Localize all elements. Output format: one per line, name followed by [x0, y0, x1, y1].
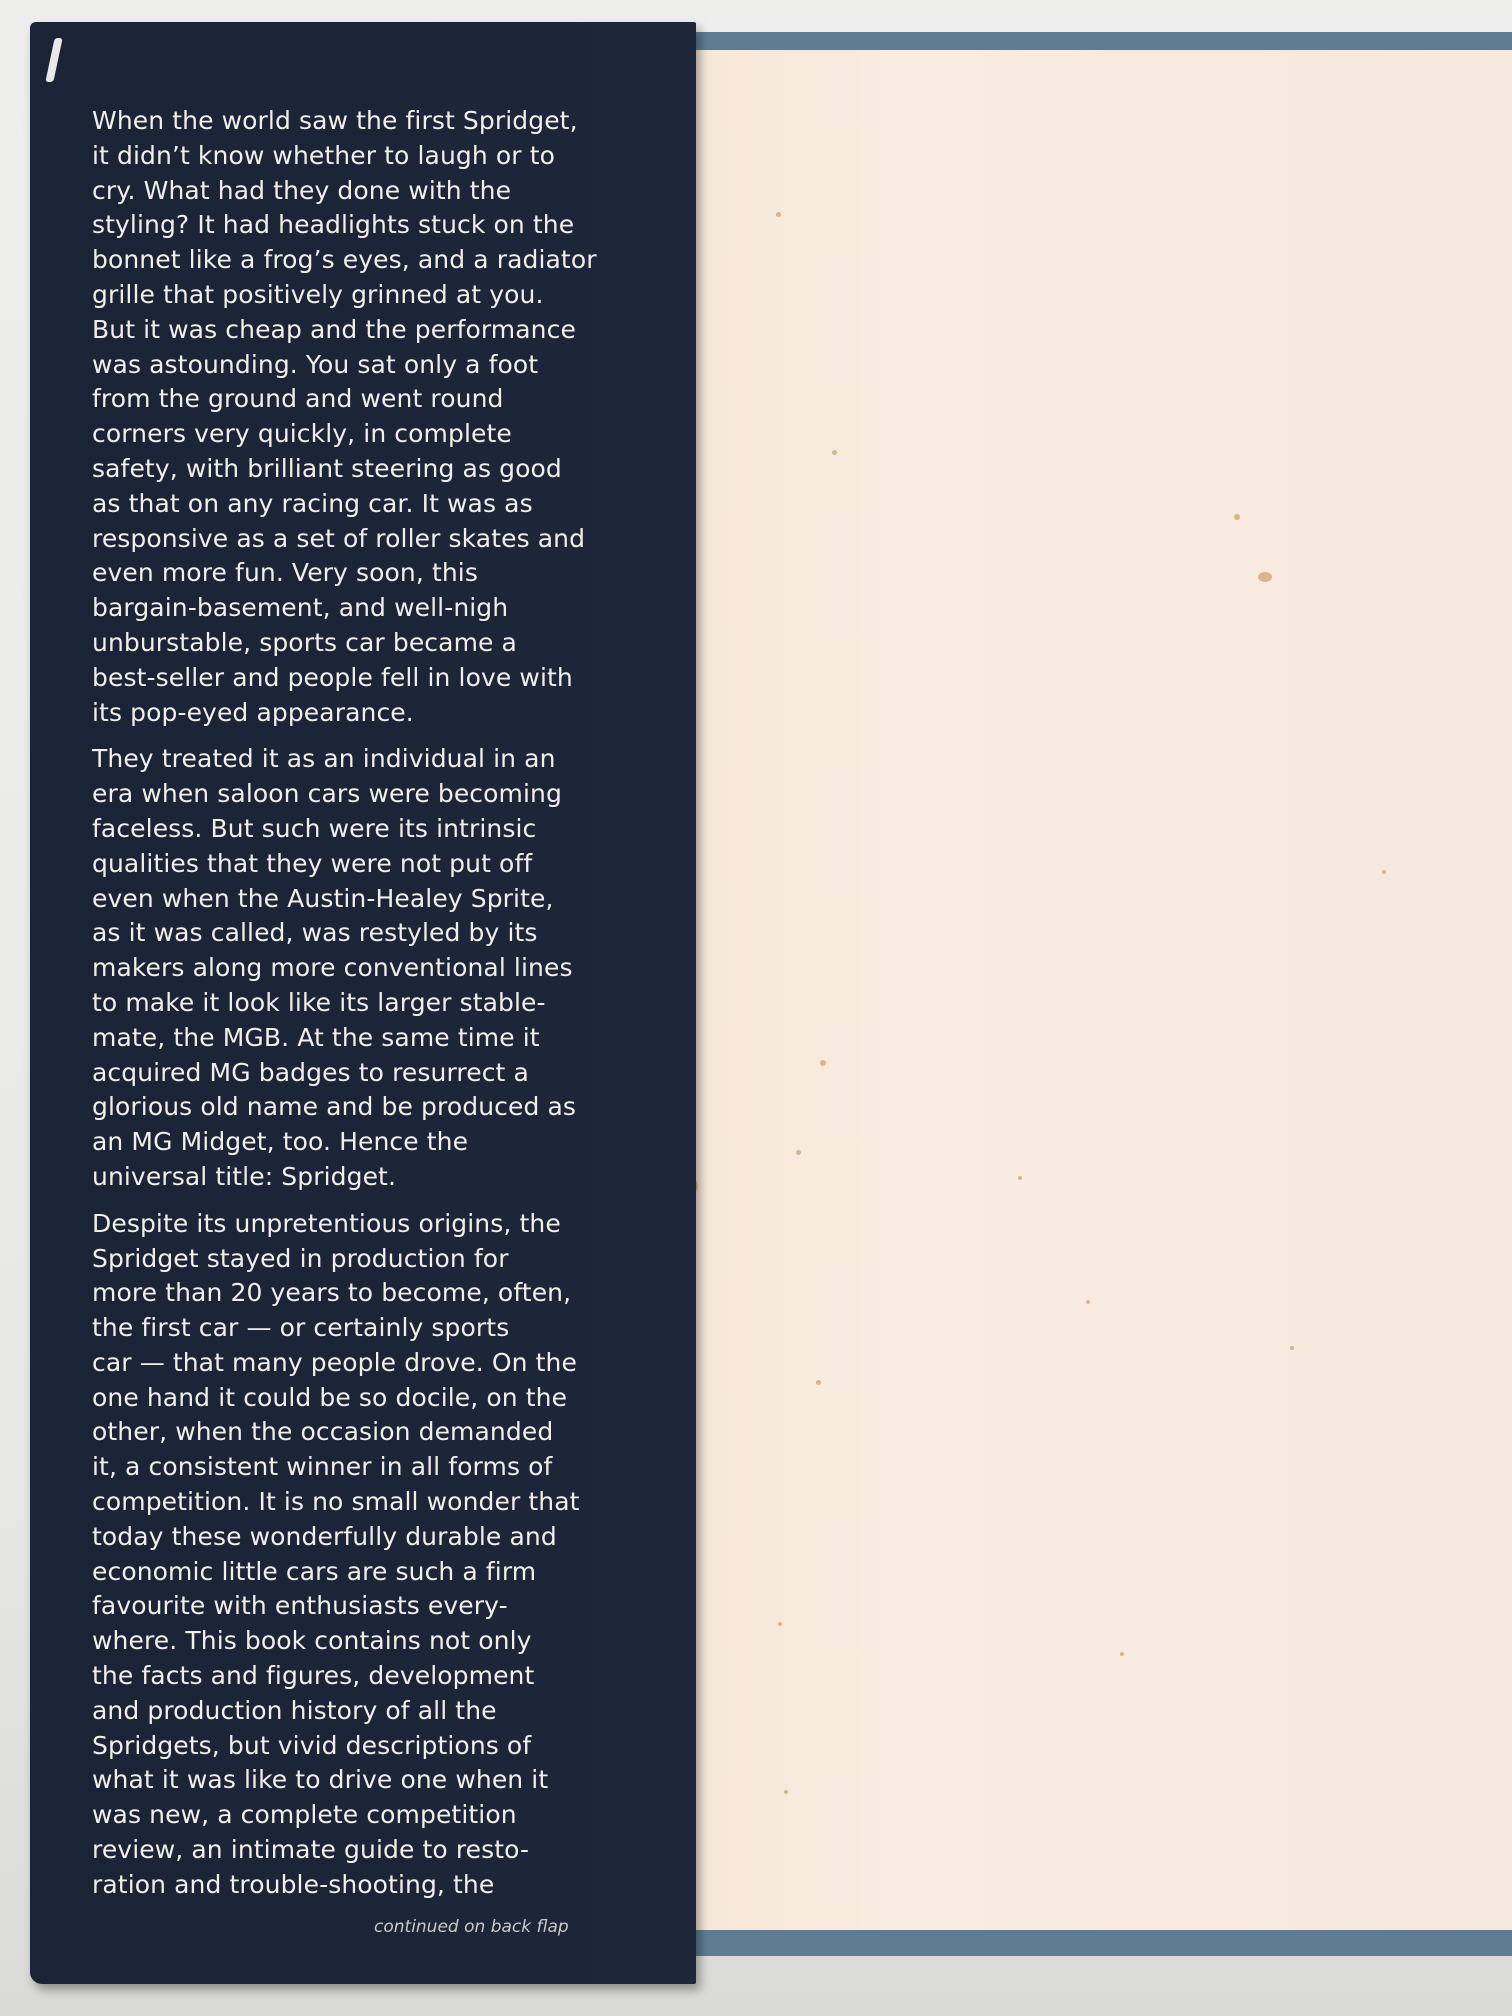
blurb-paragraph-1: When the world saw the first Spridget, it didn’t know whether to laugh or to cry. What had they done with the styling? It had headlights stuck on the bonnet like a frog’s eyes, and a radiator grille that positively grinned at you. But it was cheap and the performance was astounding. You sat only a foot from the ground and went round corners very quickly, in complete safety, with brilliant steering as good as that on any racing car. It was as responsive as a set of roller skates and even more fun. Very soon, this bargain-basement, and well-nigh unburstable, sports car became a best-seller and people fell in love with its pop-eyed appearance. — [92, 106, 597, 727]
endpaper — [690, 50, 1512, 1930]
foxing-spot — [1086, 1300, 1090, 1304]
flap-blurb — [92, 104, 652, 1915]
foxing-spot — [1258, 572, 1272, 582]
foxing-spot — [1382, 870, 1386, 874]
foxing-spot — [778, 1622, 782, 1626]
blurb-paragraph-2: They treated it as an individual in an era when saloon cars were becoming faceless. But such were its intrinsic qualities that they were not put off even when the Austin-Healey Sprite, as it was called, was restyled by its makers along more conventional lines to make it look like its larger stable- mate, the MGB. At the same time it acquired MG badges to resurrect a glorious old name and be produced as an MG Midget, too. Hence the universal title: Spridget. — [92, 744, 577, 1191]
foxing-spot — [796, 1150, 801, 1155]
dust-jacket-flap — [30, 22, 696, 1984]
foxing-spot — [1018, 1176, 1022, 1180]
foxing-spot — [1234, 514, 1240, 520]
continued-note: continued on back flap — [374, 1917, 569, 1937]
foxing-spot — [820, 1060, 826, 1066]
foxing-spot — [816, 1380, 821, 1385]
foxing-spot — [784, 1790, 788, 1794]
foxing-spot — [776, 212, 781, 217]
foxing-spot — [1290, 1346, 1294, 1350]
foxing-spot — [1120, 1652, 1124, 1656]
blurb-paragraph-3: Despite its unpretentious origins, the Spridget stayed in production for more than 20 years to become, often, the first car — or certainly sports car — that many people drove. On the one hand it could be so docile, on the other, when the occasion demanded it, a consistent winner in all forms of competition. It is no small wonder that today these wonderfully durable and economic little cars are such a firm favourite with enthusiasts every- where. This book contains not only the facts and figures, development and production history of all the Spridgets, but vivid descriptions of what it was like to drive one when it was new, a complete competition review, an intimate guide to resto- ration and trouble-shooting, the — [92, 1208, 580, 1899]
foxing-spot — [832, 450, 837, 455]
flap-highlight — [45, 38, 62, 82]
